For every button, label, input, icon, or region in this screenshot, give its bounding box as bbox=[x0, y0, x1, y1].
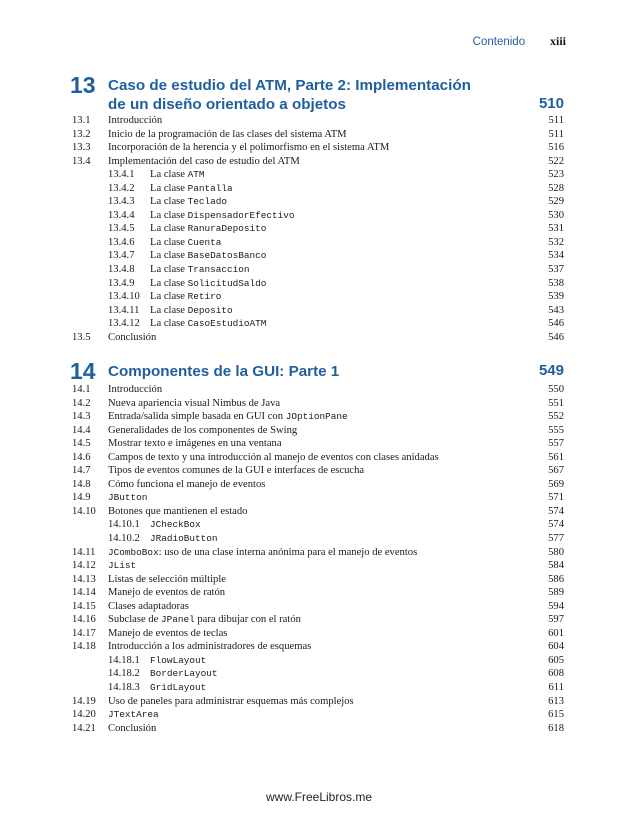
entry-number: 14.5 bbox=[72, 438, 91, 450]
entry-text: La clase bbox=[150, 264, 188, 276]
entry-text: : uso de una clase interna anónima para el manejo de eventos bbox=[158, 546, 418, 558]
entry-page-number: 584 bbox=[548, 560, 564, 572]
toc-entry[interactable] bbox=[70, 141, 564, 155]
entry-number: 13.5 bbox=[72, 331, 91, 343]
entry-page-number: 538 bbox=[548, 277, 564, 289]
entry-text: Cómo funciona el manejo de eventos bbox=[108, 478, 266, 490]
entry-number: 14.18.2 bbox=[108, 668, 140, 680]
entry-title bbox=[108, 451, 439, 465]
entry-code-text: ATM bbox=[187, 169, 205, 181]
toc-entry[interactable] bbox=[70, 586, 564, 600]
toc-entry[interactable] bbox=[70, 155, 564, 169]
entry-title bbox=[108, 383, 162, 397]
entry-page-number: 516 bbox=[548, 142, 564, 154]
entry-number: 13.4.2 bbox=[108, 182, 135, 194]
entry-number: 14.18.3 bbox=[108, 682, 140, 694]
entry-text: Manejo de eventos de ratón bbox=[108, 587, 226, 599]
entry-text: La clase bbox=[150, 209, 188, 221]
entry-page-number: 574 bbox=[548, 519, 564, 531]
entry-page-number: 539 bbox=[548, 291, 564, 303]
entry-title bbox=[108, 600, 189, 614]
chapter-number: 14 bbox=[70, 358, 96, 384]
toc-entry[interactable] bbox=[70, 613, 564, 627]
entry-number: 14.18 bbox=[72, 641, 96, 653]
entry-page-number: 601 bbox=[548, 627, 564, 639]
entry-page-number: 597 bbox=[548, 614, 564, 626]
entry-number: 13.1 bbox=[72, 115, 91, 126]
entry-page-number: 523 bbox=[548, 169, 564, 181]
toc-entry[interactable] bbox=[70, 437, 564, 451]
entry-code-text: JButton bbox=[108, 492, 148, 504]
entry-page-number: 511 bbox=[548, 128, 564, 140]
entry-text: Mostrar texto e imágenes en una ventana bbox=[108, 438, 282, 450]
header-label: Contenido bbox=[472, 36, 526, 48]
entry-text: La clase bbox=[150, 291, 188, 303]
entry-text: Introducción bbox=[108, 115, 163, 126]
entry-page-number: 569 bbox=[548, 478, 564, 490]
entry-page-number: 605 bbox=[548, 654, 564, 666]
chapter-title-row bbox=[70, 72, 564, 114]
entry-text: Conclusión bbox=[108, 331, 157, 343]
entry-title bbox=[108, 491, 147, 505]
entry-page-number: 580 bbox=[548, 546, 564, 558]
entry-title bbox=[108, 464, 364, 478]
entry-page-number: 537 bbox=[548, 264, 564, 276]
chapter-page: 549 bbox=[538, 362, 564, 379]
entry-text: La clase bbox=[150, 236, 188, 248]
entry-code-text: Transaccion bbox=[187, 264, 250, 276]
entry-number: 14.3 bbox=[72, 411, 91, 423]
entry-number: 14.7 bbox=[72, 465, 91, 477]
entry-text: La clase bbox=[150, 196, 188, 208]
entry-page-number: 530 bbox=[548, 209, 564, 221]
entry-number: 14.10 bbox=[72, 505, 96, 517]
entry-page-number: 546 bbox=[548, 331, 564, 343]
entry-title bbox=[150, 681, 206, 695]
toc-subentry[interactable] bbox=[70, 168, 564, 182]
toc-subentry[interactable] bbox=[70, 236, 564, 250]
entry-title bbox=[108, 640, 311, 654]
chapter-title bbox=[108, 76, 508, 114]
entry-page-number: 522 bbox=[548, 155, 564, 167]
entry-page-number: 594 bbox=[548, 600, 564, 612]
toc-entry[interactable] bbox=[70, 451, 564, 465]
entry-number: 14.4 bbox=[72, 424, 91, 436]
entry-page-number: 551 bbox=[548, 397, 564, 409]
entry-number: 14.19 bbox=[72, 695, 96, 707]
entry-text: Nueva apariencia visual Nimbus de Java bbox=[108, 397, 281, 409]
entry-title bbox=[108, 627, 227, 641]
entry-code-text: BaseDatosBanco bbox=[187, 250, 267, 262]
entry-number: 14.1 bbox=[72, 384, 91, 395]
entry-code-text: Pantalla bbox=[187, 182, 233, 194]
entry-page-number: 589 bbox=[548, 587, 564, 599]
entry-code-text: JOptionPane bbox=[285, 411, 348, 423]
entry-page-number: 567 bbox=[548, 465, 564, 477]
entry-page-number: 604 bbox=[548, 641, 564, 653]
toc-subentry[interactable] bbox=[70, 654, 564, 668]
entry-text: Implementación del caso de estudio del ATM bbox=[108, 155, 300, 167]
entry-number: 14.16 bbox=[72, 614, 96, 626]
toc-subentry[interactable] bbox=[70, 209, 564, 223]
entry-text: La clase bbox=[150, 318, 188, 330]
entry-code-text: JCheckBox bbox=[150, 519, 201, 531]
entry-number: 14.21 bbox=[72, 722, 96, 734]
chapter-title-line1: Caso de estudio del ATM, Parte 2: Implementación bbox=[108, 77, 471, 94]
toc-subentry[interactable] bbox=[70, 195, 564, 209]
entry-title bbox=[150, 236, 221, 250]
entry-code-text: RanuraDeposito bbox=[187, 223, 267, 235]
entry-title bbox=[108, 722, 156, 736]
toc-entry[interactable] bbox=[70, 128, 564, 142]
entry-number: 14.15 bbox=[72, 600, 96, 612]
entry-text: Manejo de eventos de teclas bbox=[108, 627, 228, 639]
entry-title bbox=[108, 613, 301, 627]
entry-number: 13.4.4 bbox=[108, 209, 135, 221]
toc-entry[interactable] bbox=[70, 573, 564, 587]
entry-page-number: 543 bbox=[548, 304, 564, 316]
entry-number: 14.2 bbox=[72, 397, 91, 409]
toc-entry[interactable] bbox=[70, 424, 564, 438]
entry-code-text: Cuenta bbox=[187, 236, 222, 248]
entry-number: 14.8 bbox=[72, 478, 91, 490]
entry-title bbox=[150, 654, 206, 668]
toc-entry[interactable] bbox=[70, 627, 564, 641]
entry-title bbox=[150, 222, 266, 236]
entry-title bbox=[150, 277, 266, 291]
entry-text: Subclase de bbox=[108, 614, 161, 626]
entry-page-number: 586 bbox=[548, 573, 564, 585]
toc-subentry[interactable] bbox=[70, 304, 564, 318]
entry-code-text: JPanel bbox=[160, 614, 195, 626]
entry-text: Uso de paneles para administrar esquemas más complejos bbox=[108, 695, 354, 707]
chapter-number: 13 bbox=[70, 72, 96, 98]
toc-entry[interactable] bbox=[70, 410, 564, 424]
toc-subentry[interactable] bbox=[70, 249, 564, 263]
toc-entry[interactable] bbox=[70, 505, 564, 519]
entry-title bbox=[150, 209, 295, 223]
entry-number: 13.2 bbox=[72, 128, 91, 140]
entry-number: 13.4.1 bbox=[108, 169, 135, 181]
entry-text: Generalidades de los componentes de Swing bbox=[108, 424, 298, 436]
toc-entry[interactable] bbox=[70, 559, 564, 573]
toc-entry[interactable] bbox=[70, 640, 564, 654]
entry-page-number: 571 bbox=[548, 492, 564, 504]
entry-title bbox=[108, 155, 300, 169]
chapter-title-line2: de un diseño orientado a objetos bbox=[108, 96, 346, 113]
entry-text: Tipos de eventos comunes de la GUI e interfaces de escucha bbox=[108, 465, 365, 477]
entry-page-number: 574 bbox=[548, 505, 564, 517]
entry-title bbox=[108, 695, 354, 709]
entry-title bbox=[108, 424, 297, 438]
entry-code-text: JRadioButton bbox=[150, 533, 218, 545]
entry-page-number: 577 bbox=[548, 533, 564, 545]
entry-number: 14.13 bbox=[72, 573, 96, 585]
toc-subentry[interactable] bbox=[70, 222, 564, 236]
entry-number: 14.11 bbox=[72, 546, 96, 558]
entry-code-text: CasoEstudioATM bbox=[187, 318, 267, 330]
toc-entry-list bbox=[70, 383, 564, 735]
entry-title bbox=[108, 114, 162, 128]
footer-watermark: www.FreeLibros.me bbox=[265, 790, 373, 804]
entry-text: Campos de texto y una introducción al manejo de eventos con clases anidadas bbox=[108, 451, 439, 463]
toc-entry[interactable] bbox=[70, 708, 564, 722]
entry-title bbox=[108, 708, 159, 722]
toc-entry[interactable] bbox=[70, 546, 564, 560]
toc-subentry[interactable] bbox=[70, 182, 564, 196]
entry-code-text: JList bbox=[108, 560, 137, 572]
entry-text: Clases adaptadoras bbox=[108, 600, 189, 612]
entry-page-number: 561 bbox=[548, 451, 564, 463]
entry-number: 13.4.10 bbox=[108, 291, 140, 303]
entry-title bbox=[108, 331, 156, 345]
entry-title bbox=[150, 518, 201, 532]
entry-number: 13.4.11 bbox=[108, 304, 140, 316]
entry-title bbox=[108, 586, 225, 600]
toc-entry[interactable] bbox=[70, 478, 564, 492]
entry-number: 14.9 bbox=[72, 492, 91, 504]
entry-text: Inicio de la programación de las clases del sistema ATM bbox=[108, 128, 347, 140]
chapter-page: 510 bbox=[538, 95, 564, 112]
chapter-13 bbox=[70, 72, 564, 344]
entry-code-text: GridLayout bbox=[150, 682, 207, 694]
entry-number: 14.10.2 bbox=[108, 533, 140, 545]
chapter-title-line1: Componentes de la GUI: Parte 1 bbox=[108, 363, 340, 380]
entry-number: 13.4.12 bbox=[108, 318, 140, 330]
entry-code-text: Deposito bbox=[187, 304, 233, 316]
entry-number: 13.3 bbox=[72, 142, 91, 154]
entry-text: La clase bbox=[150, 250, 188, 262]
entry-code-text: JTextArea bbox=[108, 709, 159, 721]
toc-subentry[interactable] bbox=[70, 290, 564, 304]
entry-number: 13.4.9 bbox=[108, 277, 135, 289]
entry-number: 14.10.1 bbox=[108, 519, 140, 531]
toc-entry[interactable] bbox=[70, 397, 564, 411]
entry-text: La clase bbox=[150, 169, 188, 181]
entry-number: 13.4 bbox=[72, 155, 91, 167]
entry-title bbox=[108, 478, 265, 492]
entry-title bbox=[150, 168, 205, 182]
chapter-title-row bbox=[70, 358, 564, 384]
entry-text: Introducción bbox=[108, 384, 163, 395]
entry-code-text: DispensadorEfectivo bbox=[187, 209, 295, 221]
toc-entry[interactable] bbox=[70, 491, 564, 505]
entry-code-text: Teclado bbox=[187, 196, 228, 208]
entry-title bbox=[150, 667, 218, 681]
entry-text: Listas de selección múltiple bbox=[108, 573, 226, 585]
entry-page-number: 550 bbox=[548, 384, 564, 395]
entry-text: La clase bbox=[150, 182, 188, 194]
entry-text: La clase bbox=[150, 304, 188, 316]
entry-title bbox=[108, 397, 280, 411]
entry-title bbox=[150, 304, 233, 318]
entry-title bbox=[108, 410, 348, 424]
entry-page-number: 534 bbox=[548, 250, 564, 262]
entry-text: Entrada/salida simple basada en GUI con bbox=[108, 411, 286, 423]
entry-code-text: BorderLayout bbox=[150, 668, 218, 680]
toc-entry-list bbox=[70, 114, 564, 344]
entry-page-number: 546 bbox=[548, 318, 564, 330]
entry-text: Botones que mantienen el estado bbox=[108, 505, 248, 517]
entry-code-text: FlowLayout bbox=[150, 654, 207, 666]
entry-text: para dibujar con el ratón bbox=[194, 614, 301, 626]
entry-title bbox=[108, 141, 389, 155]
entry-number: 13.4.5 bbox=[108, 223, 135, 235]
entry-title bbox=[150, 263, 250, 277]
entry-title bbox=[108, 573, 226, 587]
entry-page-number: 555 bbox=[548, 424, 564, 436]
entry-page-number: 611 bbox=[548, 682, 564, 694]
entry-number: 13.4.8 bbox=[108, 264, 135, 276]
entry-number: 14.18.1 bbox=[108, 654, 140, 666]
entry-text: La clase bbox=[150, 277, 188, 289]
toc-subentry[interactable] bbox=[70, 317, 564, 331]
entry-page-number: 618 bbox=[548, 722, 564, 734]
entry-text: La clase bbox=[150, 223, 188, 235]
toc-subentry[interactable] bbox=[70, 518, 564, 532]
header-page-number: xiii bbox=[549, 34, 566, 48]
entry-title bbox=[108, 559, 136, 573]
entry-title bbox=[108, 505, 247, 519]
toc-subentry[interactable] bbox=[70, 263, 564, 277]
entry-page-number: 552 bbox=[548, 411, 564, 423]
toc-entry[interactable] bbox=[70, 600, 564, 614]
entry-number: 13.4.3 bbox=[108, 196, 135, 208]
entry-code-text: SolicitudSaldo bbox=[187, 277, 267, 289]
entry-page-number: 532 bbox=[548, 236, 564, 248]
toc-subentry[interactable] bbox=[70, 532, 564, 546]
toc-subentry[interactable] bbox=[70, 277, 564, 291]
entry-title bbox=[108, 546, 417, 560]
entry-title bbox=[150, 532, 218, 546]
entry-title bbox=[150, 195, 227, 209]
entry-number: 14.6 bbox=[72, 451, 91, 463]
entry-page-number: 511 bbox=[548, 115, 564, 126]
entry-text: Introducción a los administradores de esquemas bbox=[108, 641, 312, 653]
entry-page-number: 531 bbox=[548, 223, 564, 235]
chapter-14 bbox=[70, 358, 564, 735]
entry-page-number: 608 bbox=[548, 668, 564, 680]
entry-title bbox=[150, 182, 233, 196]
entry-page-number: 529 bbox=[548, 196, 564, 208]
entry-code-text: Retiro bbox=[187, 291, 222, 303]
toc-subentry[interactable] bbox=[70, 667, 564, 681]
toc-subentry[interactable] bbox=[70, 681, 564, 695]
entry-code-text: JComboBox bbox=[108, 546, 159, 558]
entry-number: 13.4.7 bbox=[108, 250, 135, 262]
entry-title bbox=[108, 128, 347, 142]
entry-page-number: 528 bbox=[548, 182, 564, 194]
toc-entry[interactable] bbox=[70, 114, 564, 128]
entry-page-number: 557 bbox=[548, 438, 564, 450]
entry-text: Incorporación de la herencia y el polimorfismo en el sistema ATM bbox=[108, 142, 390, 154]
entry-text: Conclusión bbox=[108, 722, 157, 734]
entry-title bbox=[150, 317, 266, 331]
entry-number: 14.12 bbox=[72, 560, 96, 572]
toc-entry[interactable] bbox=[70, 331, 564, 345]
toc-entry[interactable] bbox=[70, 695, 564, 709]
toc-entry[interactable] bbox=[70, 464, 564, 478]
toc-entry[interactable] bbox=[70, 383, 564, 397]
entry-number: 14.17 bbox=[72, 627, 96, 639]
entry-title bbox=[150, 290, 221, 304]
running-header bbox=[473, 34, 566, 49]
entry-number: 14.14 bbox=[72, 587, 96, 599]
toc-entry[interactable] bbox=[70, 722, 564, 736]
chapter-title bbox=[108, 362, 508, 381]
entry-title bbox=[150, 249, 266, 263]
entry-number: 13.4.6 bbox=[108, 236, 135, 248]
entry-page-number: 613 bbox=[548, 695, 564, 707]
entry-title bbox=[108, 437, 282, 451]
entry-page-number: 615 bbox=[548, 709, 564, 721]
entry-number: 14.20 bbox=[72, 709, 96, 721]
